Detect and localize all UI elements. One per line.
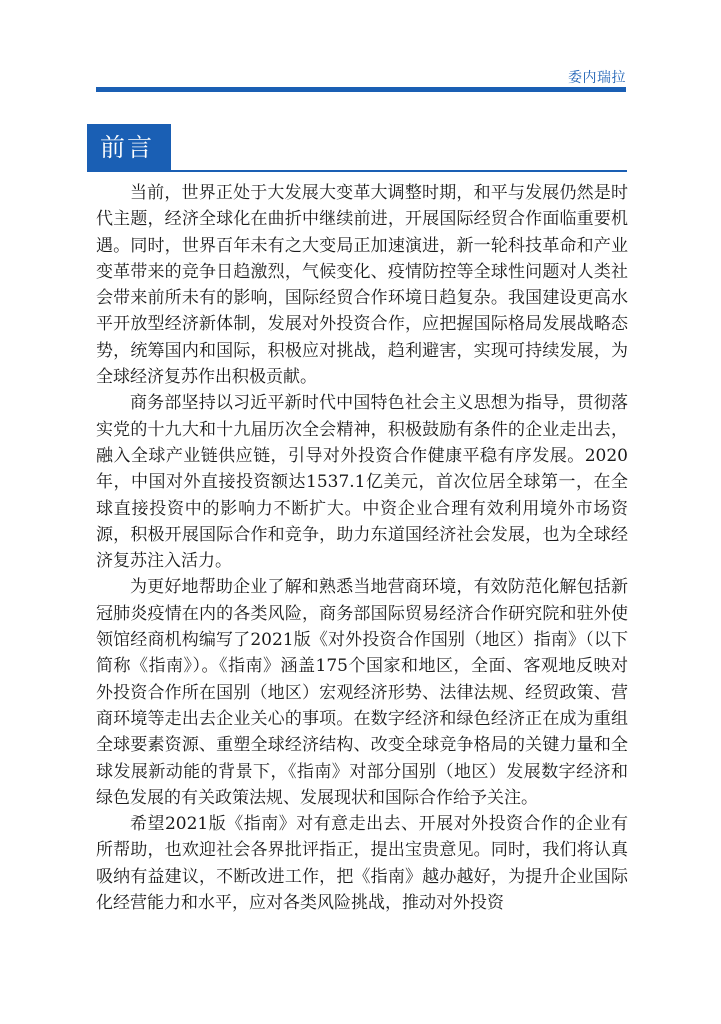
running-header-country: 委内瑞拉 [568,70,626,86]
paragraph-1: 当前，世界正处于大发展大变革大调整时期，和平与发展仍然是时代主题，经济全球化在曲折中继续前进，开展国际经贸合作面临重要机遇。同时，世界百年未有之大变局正加速演进，新一轮科技革命和产业变革带来的竞争日趋激烈，气候变化、疫情防控等全球性问题对人类社会带来前所未有的影响，国际经贸合作环境日趋复杂。我国建设更高水平开放型经济新体制，发展对外投资合作，应把握国际格局发展战略态势，统筹国内和国际，积极应对挑战，趋利避害，实现可持续发展，为全球经济复苏作出积极贡献。 [96,183,628,388]
header-divider [96,87,626,92]
paragraph-2: 商务部坚持以习近平新时代中国特色社会主义思想为指导，贯彻落实党的十九大和十九届历次全会精神，积极鼓励有条件的企业走出去，融入全球产业链供应链，引导对外投资合作健康平稳有序发展。2020年，中国对外直接投资额达1537.1亿美元，首次位居全球第一，在全球直接投资中的影响力不断扩大。中资企业合理有效利用境外市场资源，积极开展国际合作和竞争，助力东道国经济社会发展，也为全球经济复苏注入活力。 [96,393,628,572]
body-text [96,180,628,916]
paragraph-4: 希望2021版《指南》对有意走出去、开展对外投资合作的企业有所帮助，也欢迎社会各界批评指正，提出宝贵意见。同时，我们将认真吸纳有益建议，不断改进工作，把《指南》越办越好，为提升企业国际化经营能力和水平，应对各类风险挑战，推动对外投资 [96,814,628,914]
paragraph-3: 为更好地帮助企业了解和熟悉当地营商环境，有效防范化解包括新冠肺炎疫情在内的各类风险，商务部国际贸易经济合作研究院和驻外使领馆经商机构编写了2021版《对外投资合作国别（地区）指南》（以下简称《指南》）。《指南》涵盖175个国家和地区，全面、客观地反映对外投资合作所在国别（地区）宏观经济形势、法律法规、经贸政策、营商环境等走出去企业关心的事项。在数字经济和绿色经济正在成为重组全球要素资源、重塑全球经济结构、改变全球竞争格局的关键力量和全球发展新动能的背景下，《指南》对部分国别（地区）发展数字经济和绿色发展的有关政策法规、发展现状和国际合作给予关注。 [96,577,628,808]
section-title: 前言 [87,124,171,171]
section-divider [87,170,627,172]
